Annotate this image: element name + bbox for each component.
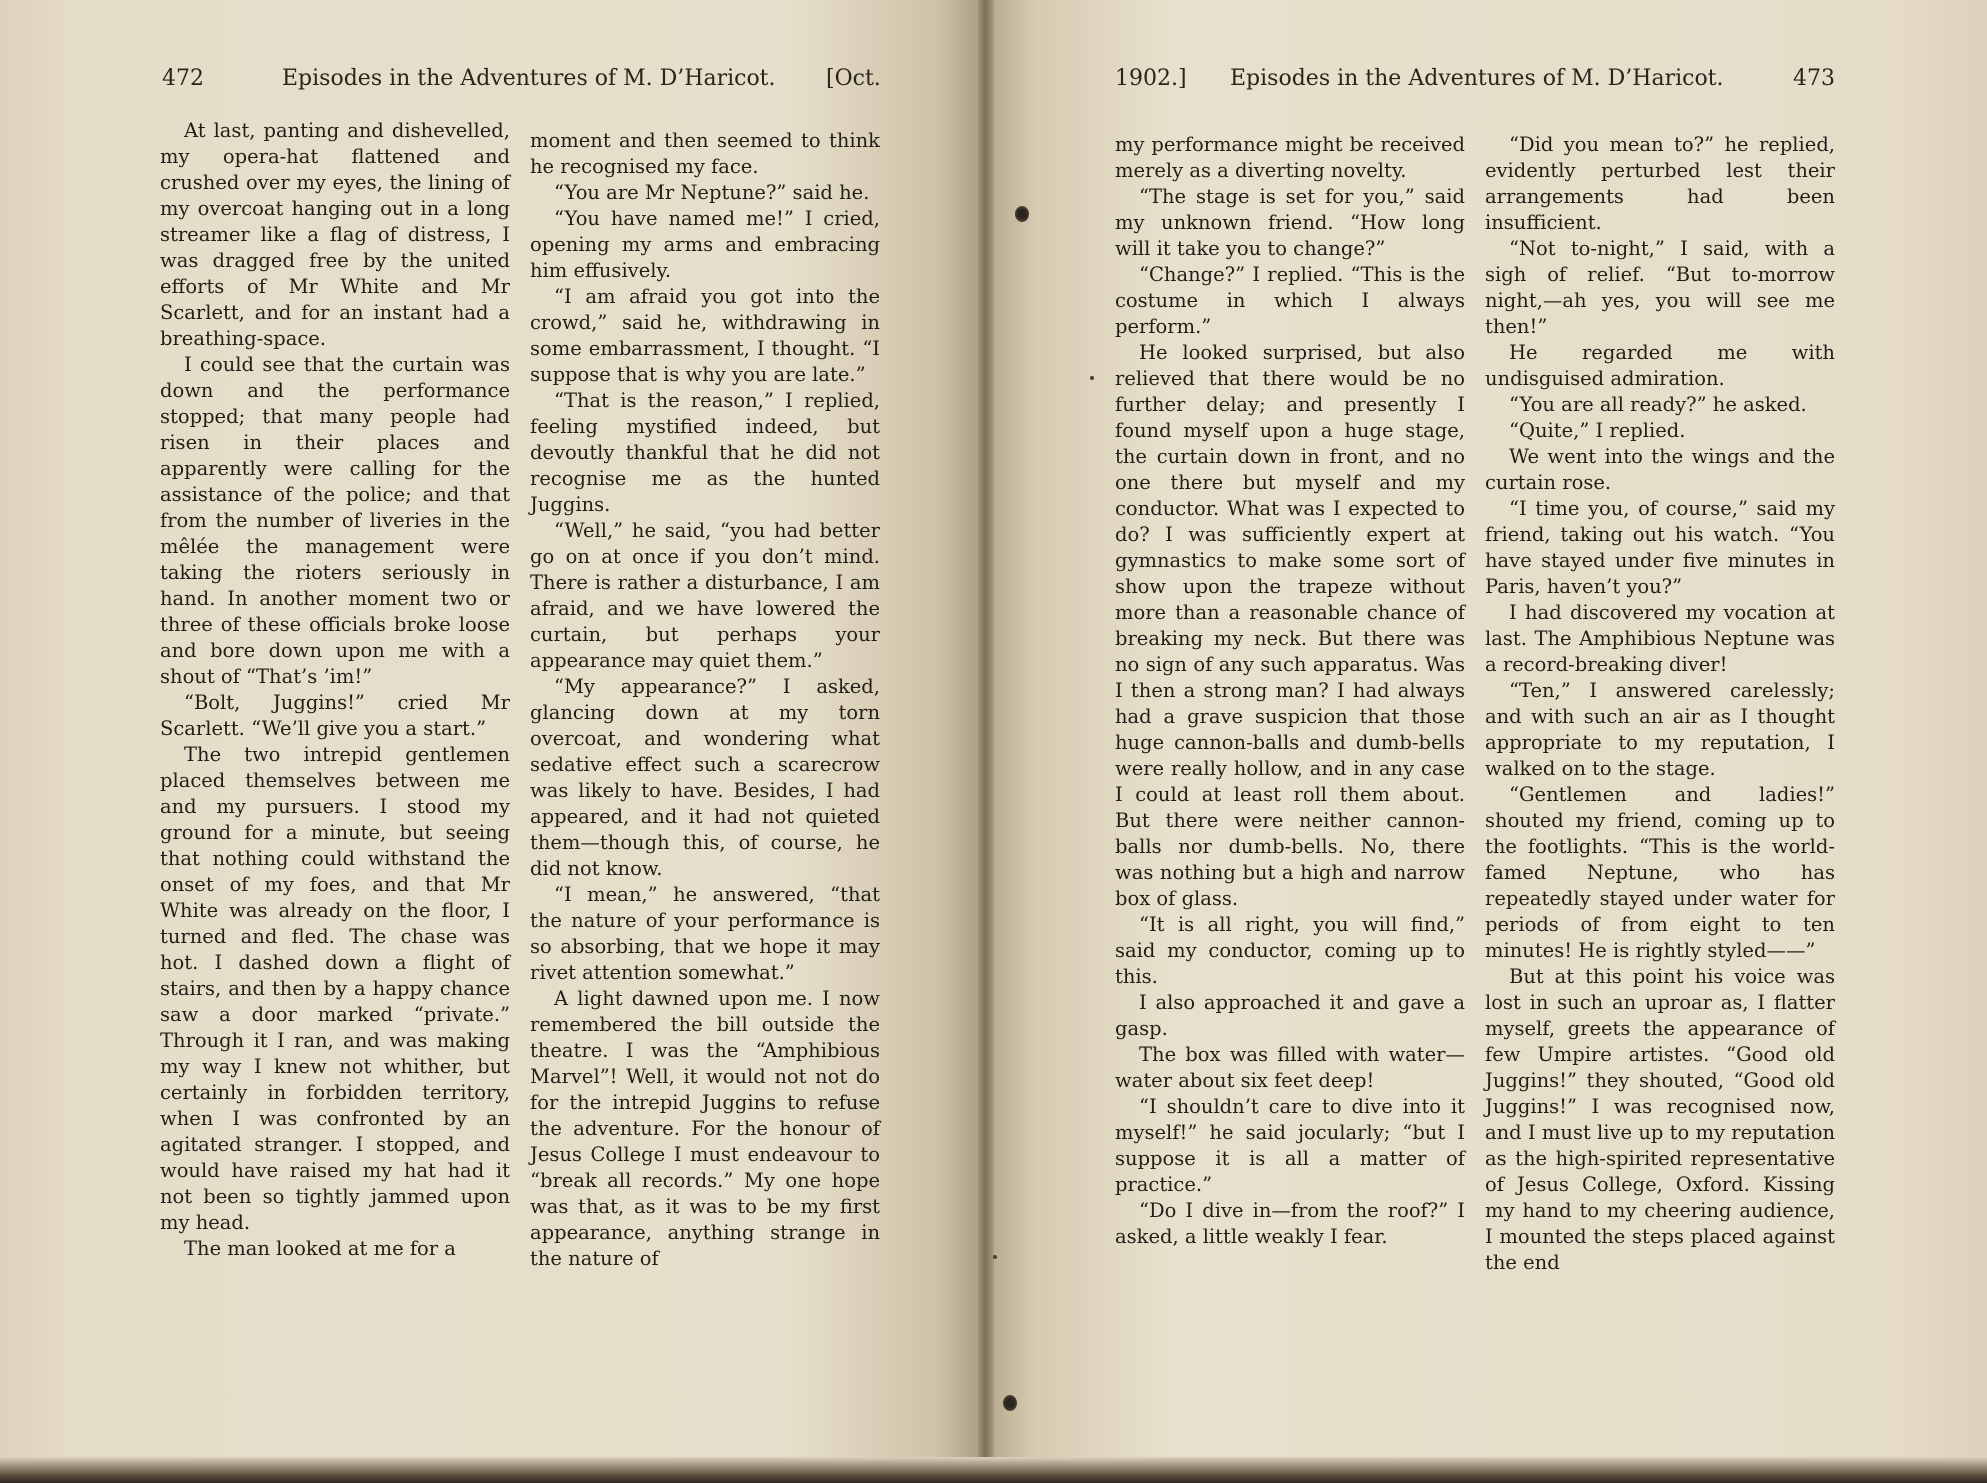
paragraph: The box was filled with water—water about six feet deep! [1115,1043,1465,1092]
binding-hole-bottom [1003,1395,1017,1411]
paragraph: “Ten,” I answered carelessly; and with such an air as I thought appropriate to my reputation, I walked on to the stage. [1485,679,1835,780]
paragraph: He regarded me with undisguised admiration. [1485,341,1835,390]
paragraph: “My appearance?” I asked, glancing down at my torn overcoat, and wondering what sedative effect such a scarecrow was likely to have. Besides, I had appeared, and it had not quieted them—though this, of course, he did not know. [530,675,880,880]
date-mark-left: [Oct. [826,66,881,91]
paragraph: I had discovered my vocation at last. The Amphibious Neptune was a record-breaking diver! [1485,601,1835,676]
paragraph: At last, panting and dishevelled, my opera-hat flattened and crushed over my eyes, the lining of my overcoat hanging out in a long streamer like a flag of distress, I was dragged free by the united efforts of Mr White and Mr Scarlett, and for an instant had a breathing-space. [160,119,510,350]
right-page-column-2 [1485,132,1835,1276]
paragraph: “I mean,” he answered, “that the nature of your performance is so absorbing, that we hope it may rivet attention somewhat.” [530,883,880,984]
paragraph: “The stage is set for you,” said my unknown friend. “How long will it take you to change?” [1115,185,1465,260]
paragraph: “You have named me!” I cried, opening my arms and embracing him effusively. [530,207,880,282]
paper-speck [1090,376,1094,380]
page-number-left: 472 [162,66,204,91]
binding-hole-top [1015,206,1029,222]
paragraph: I could see that the curtain was down and the performance stopped; that many people had risen in their places and apparently were calling for the assistance of the police; and that from the number of liveries in the mêlée the management were taking the rioters seriously in hand. In another moment two or three of these officials broke loose and bore down upon me with a shout of “That’s ’im!” [160,353,510,688]
paper-speck [993,1255,997,1259]
paragraph: I also approached it and gave a gasp. [1115,991,1465,1040]
paragraph: “I am afraid you got into the crowd,” said he, withdrawing in some embarrassment, I thought. “I suppose that is why you are late.” [530,285,880,386]
page-number-right: 473 [1793,66,1835,91]
paragraph: “I time you, of course,” said my friend, taking out his watch. “You have stayed under five minutes in Paris, haven’t you?” [1485,497,1835,598]
paragraph: moment and then seemed to think he recognised my face. [530,129,880,178]
paragraph: But at this point his voice was lost in such an uproar as, I flatter myself, greets the appearance of few Umpire artistes. “Good old Juggins!” they shouted, “Good old Juggins!” I was recognised now, and I must live up to my reputation as the high-spirited representative of Jesus College, Oxford. Kissing my hand to my cheering audience, I mounted the steps placed against the end [1485,965,1835,1274]
paragraph: “You are all ready?” he asked. [1509,393,1807,416]
paragraph: “That is the reason,” I replied, feeling mystified indeed, but devoutly thankful that he did not recognise me as the hunted Juggins. [530,389,880,516]
right-page-column-1 [1115,132,1465,1250]
running-title-right: Episodes in the Adventures of M. D’Haricot. [1230,66,1724,91]
paragraph: “It is all right, you will find,” said my conductor, coming up to this. [1115,913,1465,988]
paragraph: A light dawned upon me. I now remembered the bill outside the theatre. I was the “Amphibious Marvel”! Well, it would not not do for the intrepid Juggins to refuse the adventure. For the honour of Jesus College I must endeavour to “break all records.” My one hope was that, as it was to be my first appearance, anything strange in the nature of [530,987,880,1270]
paragraph: “Quite,” I replied. [1509,419,1686,442]
left-page-column-1 [160,118,510,1262]
paragraph: “Well,” he said, “you had better go on at once if you don’t mind. There is rather a disturbance, I am afraid, and we have lowered the curtain, but perhaps your appearance may quiet them.” [530,519,880,672]
paragraph: my performance might be received merely as a diverting novelty. [1115,133,1465,182]
paragraph: He looked surprised, but also relieved that there would be no further delay; and presently I found myself upon a huge stage, the curtain down in front, and no one there but myself and my conductor. What was I expected to do? I was sufficiently expert at gymnastics to make some sort of show upon the trapeze without more than a reasonable chance of breaking my neck. But there was no sign of any such apparatus. Was I then a strong man? I had always had a grave suspicion that those huge cannon-balls and dumb-bells were really hollow, and in any case I could at least roll them about. But there were neither cannon-balls nor dumb-bells. No, there was nothing but a high and narrow box of glass. [1115,341,1465,910]
left-page-column-2 [530,128,880,1272]
paragraph: “I shouldn’t care to dive into it myself!” he said jocularly; “but I suppose it is all a matter of practice.” [1115,1095,1465,1196]
paragraph: The two intrepid gentlemen placed themselves between me and my pursuers. I stood my ground for a minute, but seeing that nothing could withstand the onset of my foes, and that Mr White was already on the floor, I turned and fled. The chase was hot. I dashed down a flight of stairs, and then by a happy chance saw a door marked “private.” Through it I ran, and was making my way I knew not whither, but certainly in forbidden territory, when I was confronted by an agitated stranger. I stopped, and would have raised my hat had it not been so tightly jammed upon my head. [160,743,510,1234]
paragraph: “Did you mean to?” he replied, evidently perturbed lest their arrangements had been insufficient. [1485,133,1835,234]
left-page [0,0,985,1483]
page-bottom-edge [0,1457,1987,1483]
date-mark-right: 1902.] [1115,66,1187,91]
paragraph: “Do I dive in—from the roof?” I asked, a little weakly I fear. [1115,1199,1465,1248]
book-gutter [978,0,994,1483]
paragraph: We went into the wings and the curtain rose. [1485,445,1835,494]
paragraph: “Bolt, Juggins!” cried Mr Scarlett. “We’ll give you a start.” [160,691,510,740]
paragraph: “Not to-night,” I said, with a sigh of relief. “But to-morrow night,—ah yes, you will see me then!” [1485,237,1835,338]
paragraph: The man looked at me for a [184,1237,456,1260]
paragraph: “Change?” I replied. “This is the costume in which I always perform.” [1115,263,1465,338]
paragraph: “Gentlemen and ladies!” shouted my friend, coming up to the footlights. “This is the world-famed Neptune, who has repeatedly stayed under water for periods of from eight to ten minutes! He is rightly styled——” [1485,783,1835,962]
right-page [985,0,1987,1483]
paragraph: “You are Mr Neptune?” said he. [554,181,870,204]
running-title-left: Episodes in the Adventures of M. D’Haricot. [282,66,776,91]
